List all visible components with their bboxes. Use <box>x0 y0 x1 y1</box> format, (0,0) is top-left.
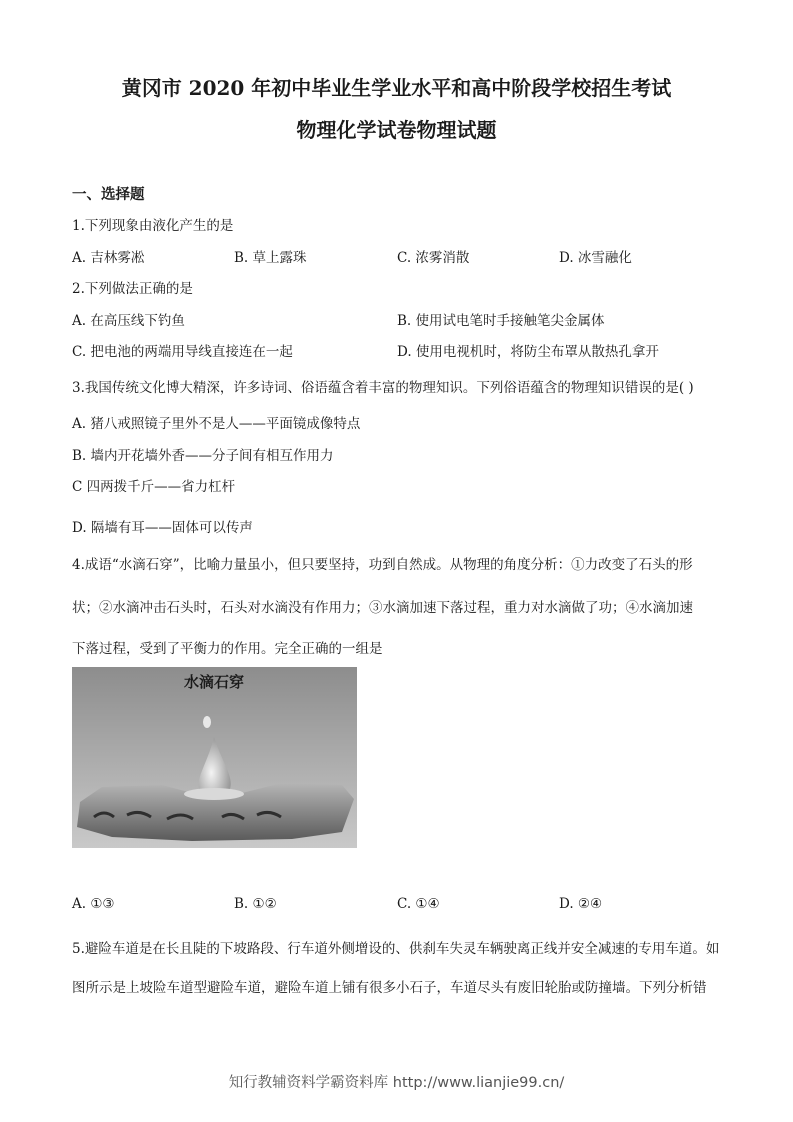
water-drop-stone-image <box>72 667 357 848</box>
q4-option-d: D. ②④ <box>559 896 603 912</box>
image-caption: 水滴石穿 <box>183 673 245 691</box>
title-line-1: 黄冈市 2020 年初中毕业生学业水平和高中阶段学校招生考试 <box>121 76 672 100</box>
question-4-line-3: 下落过程，受到了平衡力的作用。完全正确的一组是 <box>72 641 383 657</box>
q2-option-a: A. 在高压线下钓鱼 <box>72 313 185 329</box>
q1-option-b: B. 草上露珠 <box>234 250 307 266</box>
question-4-line-2: 状；②水滴冲击石头时，石头对水滴没有作用力；③水滴加速下落过程，重力对水滴做了功；④水滴加速 <box>72 600 693 616</box>
q4-option-a: A. ①③ <box>72 896 115 912</box>
question-4-line-1: 4.成语“水滴石穿”，比喻力量虽小，但只要坚持，功到自然成。从物理的角度分析：①力改变了石头的形 <box>72 557 693 573</box>
q2-option-d: D. 使用电视机时，将防尘布罩从散热孔拿开 <box>397 344 659 360</box>
q1-option-c: C. 浓雾消散 <box>397 250 470 266</box>
q4-option-b: B. ①② <box>234 896 277 912</box>
q3-option-a: A. 猪八戒照镜子里外不是人——平面镜成像特点 <box>72 416 361 432</box>
q4-option-c: C. ①④ <box>397 896 440 912</box>
q3-option-d: D. 隔墙有耳——固体可以传声 <box>72 520 253 536</box>
q2-option-c: C. 把电池的两端用导线直接连在一起 <box>72 344 293 360</box>
question-5-line-1: 5.避险车道是在长且陡的下坡路段、行车道外侧增设的、供刹车失灵车辆驶离正线并安全减速的专用车道。如 <box>72 941 720 957</box>
q1-option-a: A. 吉林雾凇 <box>72 250 145 266</box>
question-5-line-2: 图所示是上坡险车道型避险车道，避险车道上铺有很多小石子，车道尽头有废旧轮胎或防撞墙。下列分析错 <box>72 980 707 996</box>
footer-watermark: 知行教辅资料学霸资料库 http://www.lianjie99.cn/ <box>228 1075 565 1091</box>
q3-option-b: B. 墙内开花墙外香——分子间有相互作用力 <box>72 448 334 464</box>
q3-option-c: C 四两拨千斤——省力杠杆 <box>72 479 236 495</box>
q1-option-d: D. 冰雪融化 <box>559 250 632 266</box>
question-1-stem: 1.下列现象由液化产生的是 <box>72 218 234 234</box>
q2-option-b: B. 使用试电笔时手接触笔尖金属体 <box>397 313 605 329</box>
title-line-2: 物理化学试卷物理试题 <box>296 118 497 142</box>
question-3-stem: 3.我国传统文化博大精深，许多诗词、俗语蕴含着丰富的物理知识。下列俗语蕴含的物理知识错误的是( ) <box>72 380 694 396</box>
question-2-stem: 2.下列做法正确的是 <box>72 281 193 297</box>
section-heading: 一、选择题 <box>72 186 145 203</box>
